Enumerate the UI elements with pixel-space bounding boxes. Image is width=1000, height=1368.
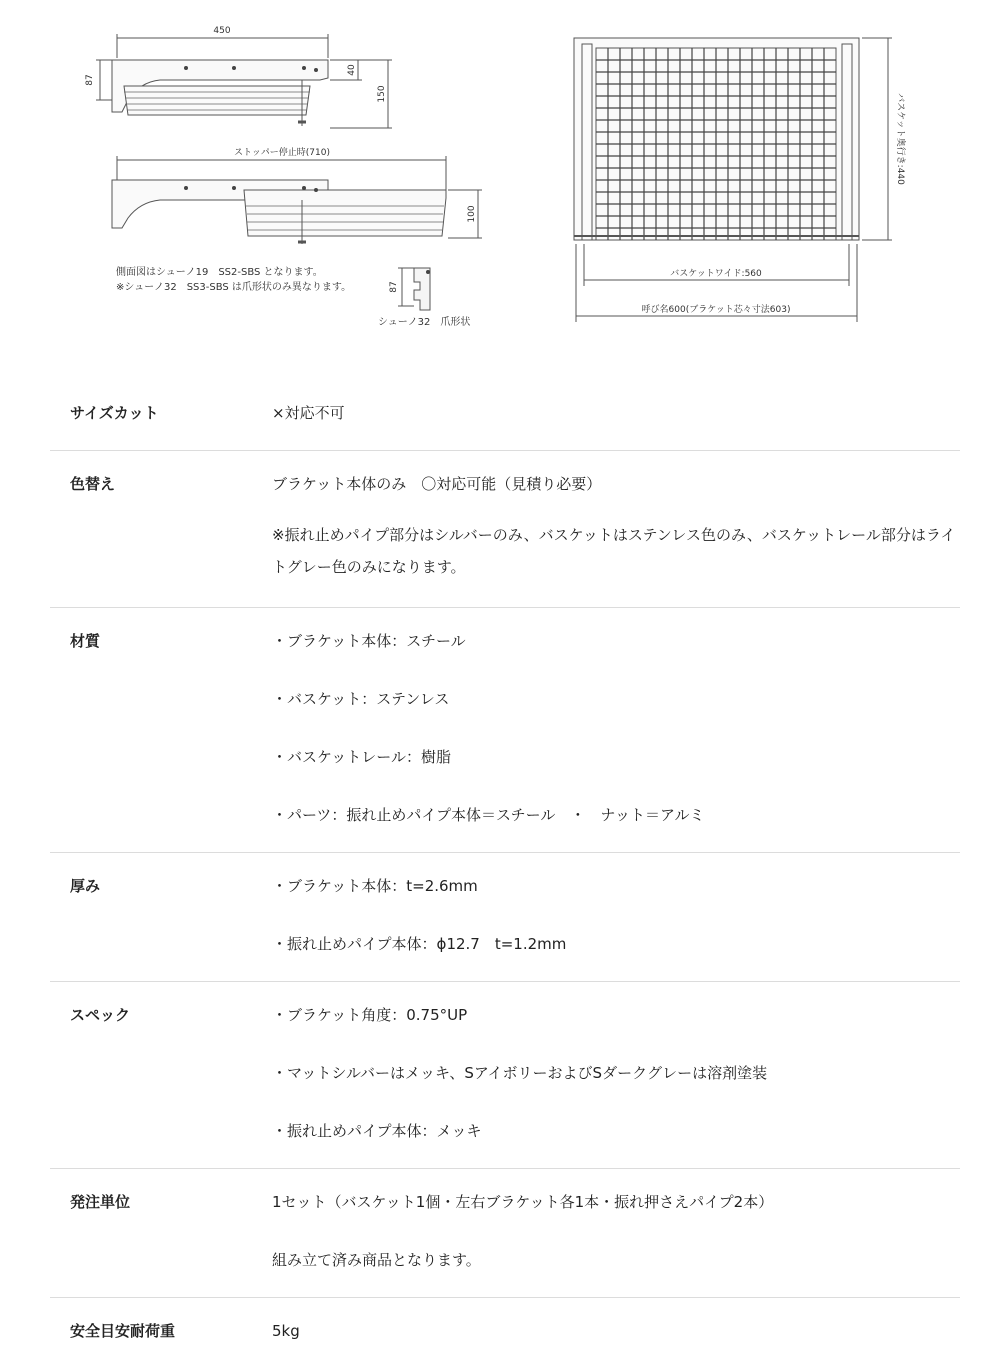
spec-value: 組み立て済み商品となります。 bbox=[272, 1251, 481, 1269]
dim-width-450: 450 bbox=[213, 26, 231, 36]
spec-label: 厚み bbox=[70, 877, 101, 895]
drawing-svg bbox=[0, 0, 1000, 350]
spec-row-spec bbox=[50, 982, 960, 1169]
spec-value: 5kg bbox=[272, 1322, 300, 1340]
spec-label: 発注単位 bbox=[70, 1193, 131, 1211]
spec-label: 色替え bbox=[70, 475, 116, 493]
spec-value: 1セット（バスケット1個・左右ブラケット各1本・振れ押さえパイプ2本） bbox=[272, 1193, 774, 1211]
note-line-2: ※シューノ32 SS3-SBS は爪形状のみ異なります。 bbox=[116, 282, 352, 293]
spec-value: ・振れ止めパイプ本体：ϕ12.7 t=1.2mm bbox=[272, 935, 567, 953]
spec-label: 材質 bbox=[70, 632, 101, 650]
claw-caption: シューノ32 爪形状 bbox=[378, 317, 471, 328]
spec-values bbox=[272, 1298, 960, 1368]
spec-label: サイズカット bbox=[70, 404, 159, 422]
note-line-1: 側面図はシューノ19 SS2-SBS となります。 bbox=[116, 267, 323, 278]
spec-values bbox=[272, 853, 960, 981]
spec-values bbox=[272, 608, 960, 852]
spec-row-size-cut bbox=[50, 380, 960, 451]
dim-height-40: 40 bbox=[347, 64, 357, 76]
dim-nominal-600: 呼び名600(ブラケット芯々寸法603) bbox=[641, 305, 791, 315]
spec-value: ・ブラケット本体：スチール bbox=[272, 632, 466, 650]
spec-values bbox=[272, 451, 962, 607]
spec-row-material bbox=[50, 608, 960, 853]
technical-drawing bbox=[0, 0, 1000, 350]
dim-claw-87: 87 bbox=[389, 281, 399, 293]
spec-value: ・振れ止めパイプ本体：メッキ bbox=[272, 1122, 482, 1140]
spec-value: ・ブラケット本体：t=2.6mm bbox=[272, 877, 478, 895]
dim-stopper-710: ストッパー停止時(710) bbox=[234, 148, 330, 158]
spec-values bbox=[272, 1169, 960, 1297]
spec-values bbox=[272, 982, 960, 1168]
spec-value: ・マットシルバーはメッキ、SアイボリーおよびSダークグレーは溶剤塗装 bbox=[272, 1064, 768, 1082]
dim-height-87-left: 87 bbox=[85, 74, 95, 86]
spec-value: ブラケット本体のみ 〇対応可能（見積り必要） bbox=[272, 475, 602, 493]
spec-value: ・バスケット：ステンレス bbox=[272, 690, 450, 708]
spec-table bbox=[50, 380, 960, 1368]
spec-row-load-capacity bbox=[50, 1298, 960, 1368]
spec-label: スペック bbox=[70, 1006, 131, 1024]
spec-value: ・パーツ：振れ止めパイプ本体＝スチール ・ ナット＝アルミ bbox=[272, 806, 705, 824]
spec-row-order-unit bbox=[50, 1169, 960, 1298]
dim-height-150: 150 bbox=[377, 85, 387, 103]
spec-value: ×対応不可 bbox=[272, 404, 345, 422]
spec-note: ※振れ止めパイプ部分はシルバーのみ、バスケットはステンレス色のみ、バスケットレール部分はライトグレー色のみになります。 bbox=[272, 526, 956, 576]
spec-label: 安全目安耐荷重 bbox=[70, 1322, 176, 1340]
spec-value: ・バスケットレール：樹脂 bbox=[272, 748, 451, 766]
spec-row-thickness bbox=[50, 853, 960, 982]
spec-values bbox=[272, 380, 960, 450]
dim-depth-440: バスケット奥行き:440 bbox=[895, 93, 905, 185]
spec-value: ・ブラケット角度：0.75°UP bbox=[272, 1006, 468, 1024]
dim-height-100: 100 bbox=[467, 205, 477, 223]
spec-row-color-change bbox=[50, 451, 960, 608]
dim-basket-width-560: バスケットワイド:560 bbox=[670, 269, 762, 279]
